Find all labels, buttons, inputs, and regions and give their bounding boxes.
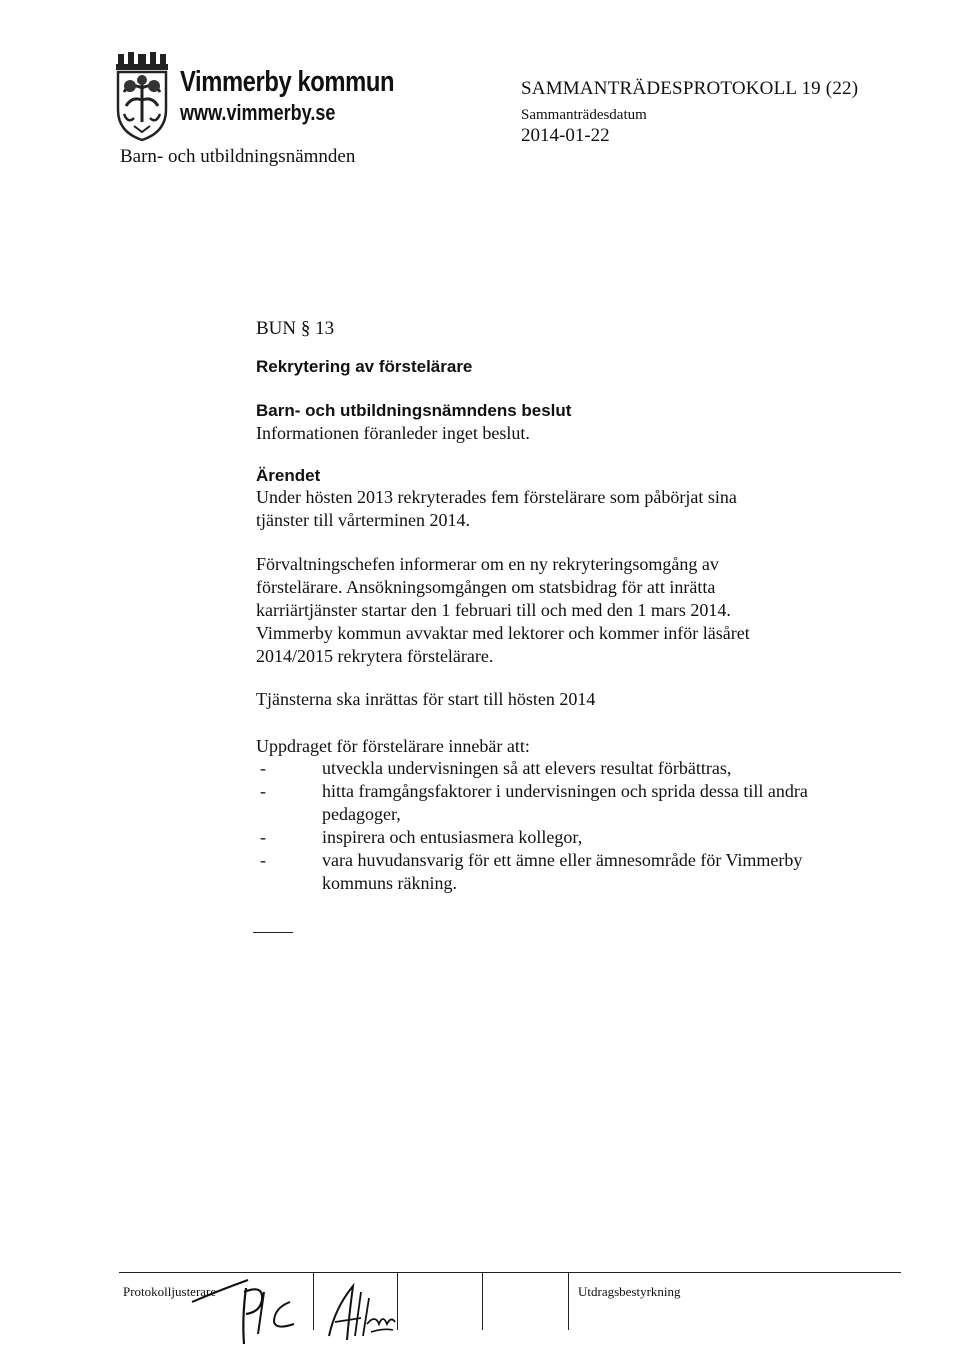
decision-heading: Barn- och utbildningsnämndens beslut [256, 401, 572, 420]
list-item-text: utveckla undervisningen så att elevers resultat förbättras, [322, 758, 732, 778]
paragraph-line: karriärtjänster startar den 1 februari till och med den 1 mars 2014. [256, 600, 731, 620]
tasks-intro: Uppdraget för förstelärare innebär att: [256, 736, 530, 756]
section-title: Rekrytering av förstelärare [256, 357, 473, 376]
organization-name: Vimmerby kommun [180, 66, 395, 98]
paragraph-line: förstelärare. Ansökningsomgången om statsbidrag för att inrätta [256, 577, 716, 597]
list-item [256, 780, 856, 826]
committee-name: Barn- och utbildningsnämnden [120, 146, 356, 167]
municipal-crest-icon [112, 52, 172, 142]
list-item-text: hitta framgångsfaktorer i undervisningen och sprida dessa till andra pedagoger, [322, 781, 808, 824]
paragraph-line: Vimmerby kommun avvaktar med lektorer och kommer inför läsåret [256, 623, 750, 643]
paragraph-2 [256, 553, 750, 668]
list-item-text: vara huvudansvarig för ett ämne eller ämnesområde för Vimmerby kommuns räkning. [322, 850, 803, 893]
list-dash: - [260, 827, 266, 847]
paragraph-3: Tjänsterna ska inrättas för start till hösten 2014 [256, 689, 596, 709]
list-dash: - [260, 850, 266, 870]
document-type: SAMMANTRÄDESPROTOKOLL 19 (22) [521, 78, 859, 99]
section-number: BUN § 13 [256, 318, 335, 339]
organization-website: www.vimmerby.se [180, 100, 336, 125]
paragraph-1 [256, 486, 737, 532]
matter-heading: Ärendet [256, 466, 321, 485]
protocol-checker-label: Protokolljusterare [123, 1284, 217, 1299]
footer-separator [482, 1272, 483, 1330]
list-item [256, 849, 856, 895]
paragraph-line: Förvaltningschefen informerar om en ny rekryteringsomgång av [256, 554, 719, 574]
list-item [256, 826, 856, 849]
footer-separator [568, 1272, 569, 1330]
list-dash: - [260, 781, 266, 801]
task-list [256, 757, 856, 895]
signature-name-icon [325, 1278, 400, 1348]
paragraph-line: tjänster till vårterminen 2014. [256, 510, 470, 530]
decision-text: Informationen föranleder inget beslut. [256, 423, 530, 443]
list-dash: - [260, 758, 266, 778]
end-divider [253, 932, 293, 933]
certified-extract-label: Utdragsbestyrkning [578, 1284, 681, 1299]
list-item-text: inspirera och entusiasmera kollegor, [322, 827, 583, 847]
list-item [256, 757, 856, 780]
meeting-date-label: Sammanträdesdatum [521, 107, 647, 123]
paragraph-line: Under hösten 2013 rekryterades fem förstelärare som påbörjat sina [256, 487, 737, 507]
signature-initials-icon [190, 1268, 320, 1348]
meeting-date-value: 2014-01-22 [521, 125, 610, 146]
paragraph-line: 2014/2015 rekrytera förstelärare. [256, 646, 494, 666]
